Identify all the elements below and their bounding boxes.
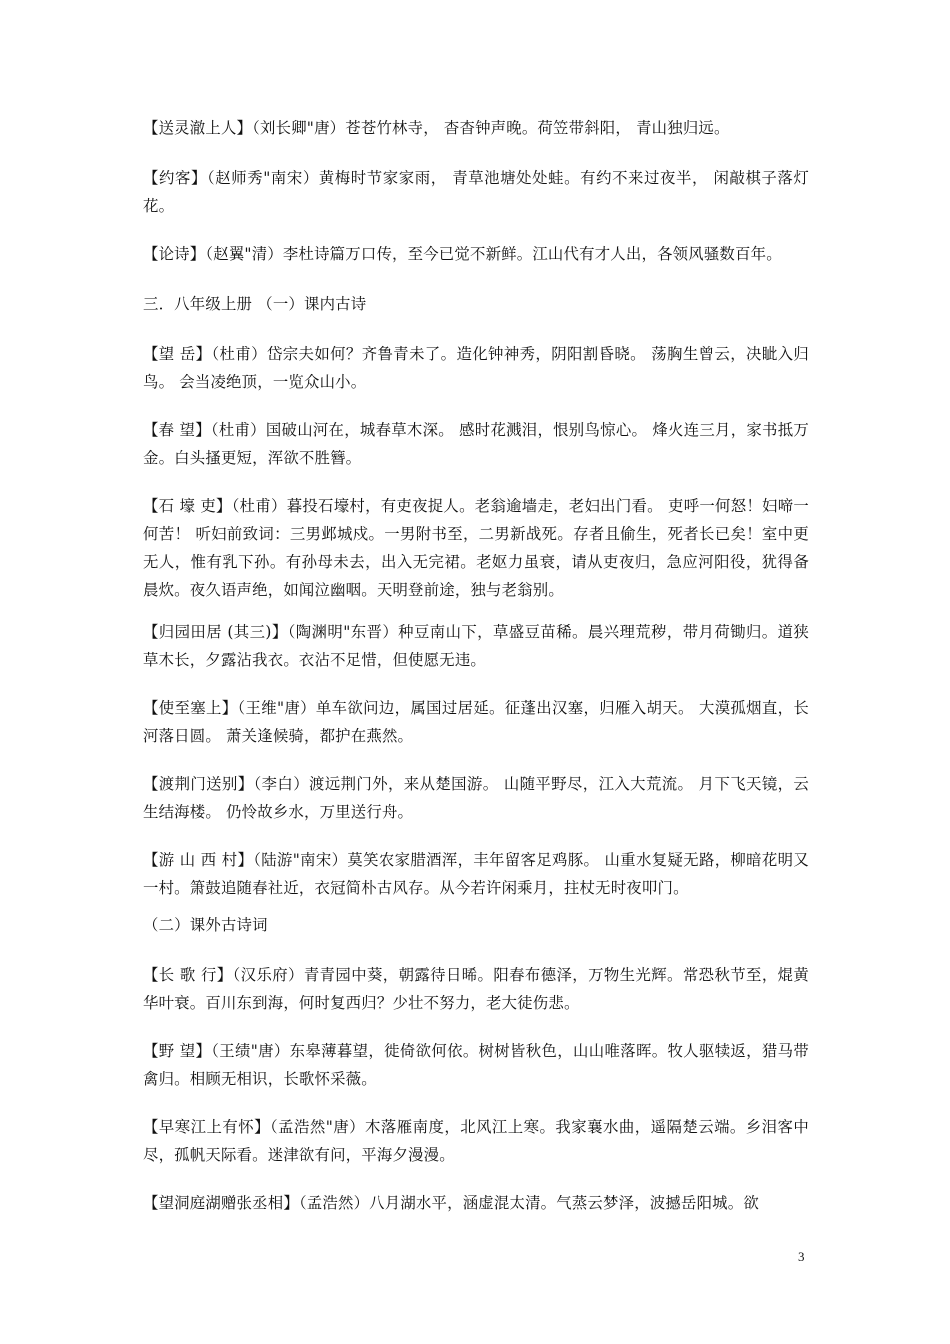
poem-wang-yue: 【望 岳】（杜甫）岱宗夫如何？齐鲁青未了。造化钟神秀，阴阳割昏晓。 荡胸生曾云，决眦入归鸟。 会当凌绝顶，一览众山小。 xyxy=(143,345,809,391)
poem-chang-ge-xing: 【长 歌 行】（汉乐府）青青园中葵，朝露待日晞。阳春布德泽，万物生光辉。常恐秋节至，焜黄华叶衰。百川东到海，何时复西归？少壮不努力，老大徒伤悲。 xyxy=(143,966,809,1012)
poem-yue-ke: 【约客】（赵师秀"南宋）黄梅时节家家雨， 青草池塘处处蛙。有约不来过夜半， 闲敲棋子落灯花。 xyxy=(143,169,809,215)
page-number: 3 xyxy=(798,1249,805,1264)
poem-chun-wang: 【春 望】（杜甫）国破山河在，城春草木深。 感时花溅泪，恨别鸟惊心。 烽火连三月，家书抵万金。白头搔更短，浑欲不胜簪。 xyxy=(143,421,809,467)
section-heading-extracurricular: （二）课外古诗词 xyxy=(143,916,268,934)
poem-zao-han-jiang-shang-you-huai: 【早寒江上有怀】（孟浩然"唐）木落雁南度，北风江上寒。我家襄水曲，遥隔楚云端。乡泪客中尽，孤帆天际看。迷津欲有问，平海夕漫漫。 xyxy=(143,1118,809,1164)
poem-lun-shi: 【论诗】（赵翼"清）李杜诗篇万口传，至今已觉不新鲜。江山代有才人出，各领风骚数百年。 xyxy=(143,245,782,263)
poem-shi-hao-li: 【石 壕 吏】（杜甫）暮投石壕村，有吏夜捉人。老翁逾墙走，老妇出门看。 吏呼一何怒！妇啼一何苦！ 听妇前致词：三男邺城戍。一男附书至，二男新战死。存者且偷生，死者长已矣！室中更无人，惟有乳下孙。有孙母未去，出入无完裙。老妪力虽衰，请从吏夜归，急应河阳役，犹得备晨炊。夜久语声绝，如闻泣幽咽。天明登前途，独与老翁别。 xyxy=(143,497,809,599)
poem-gui-yuan-tian-ju: 【归园田居 (其三)】（陶渊明"东晋）种豆南山下，草盛豆苗稀。晨兴理荒秽，带月荷锄归。道狭草木长，夕露沾我衣。衣沾不足惜，但使愿无违。 xyxy=(143,623,809,669)
document-page xyxy=(143,0,809,1344)
poem-ye-wang: 【野 望】（王绩"唐）东皋薄暮望，徙倚欲何依。树树皆秋色，山山唯落晖。牧人驱犊返，猎马带禽归。相顾无相识，长歌怀采薇。 xyxy=(143,1042,809,1088)
section-heading-grade8-term1: 三．八年级上册 （一）课内古诗 xyxy=(143,295,367,313)
poem-you-shan-xi-cun: 【游 山 西 村】（陆游"南宋）莫笑农家腊酒浑，丰年留客足鸡豚。 山重水复疑无路，柳暗花明又一村。箫鼓追随春社近，衣冠简朴古风存。从今若许闲乘月，拄杖无时夜叩门。 xyxy=(143,851,809,897)
poem-song-ling-che-shang-ren: 【送灵澈上人】（刘长卿"唐）苍苍竹林寺， 杳杳钟声晚。荷笠带斜阳， 青山独归远。 xyxy=(143,119,730,137)
poem-wang-dong-ting-hu: 【望洞庭湖赠张丞相】（孟浩然）八月湖水平，涵虚混太清。气蒸云梦泽，波撼岳阳城。欲 xyxy=(143,1194,759,1212)
poem-du-jing-men-song-bie: 【渡荆门送别】（李白）渡远荆门外，来从楚国游。 山随平野尽，江入大荒流。 月下飞天镜，云生结海楼。 仍怜故乡水，万里送行舟。 xyxy=(143,775,809,821)
poem-shi-zhi-sai-shang: 【使至塞上】（王维"唐）单车欲问边，属国过居延。征蓬出汉塞，归雁入胡天。 大漠孤烟直，长河落日圆。 萧关逢候骑，都护在燕然。 xyxy=(143,699,809,745)
